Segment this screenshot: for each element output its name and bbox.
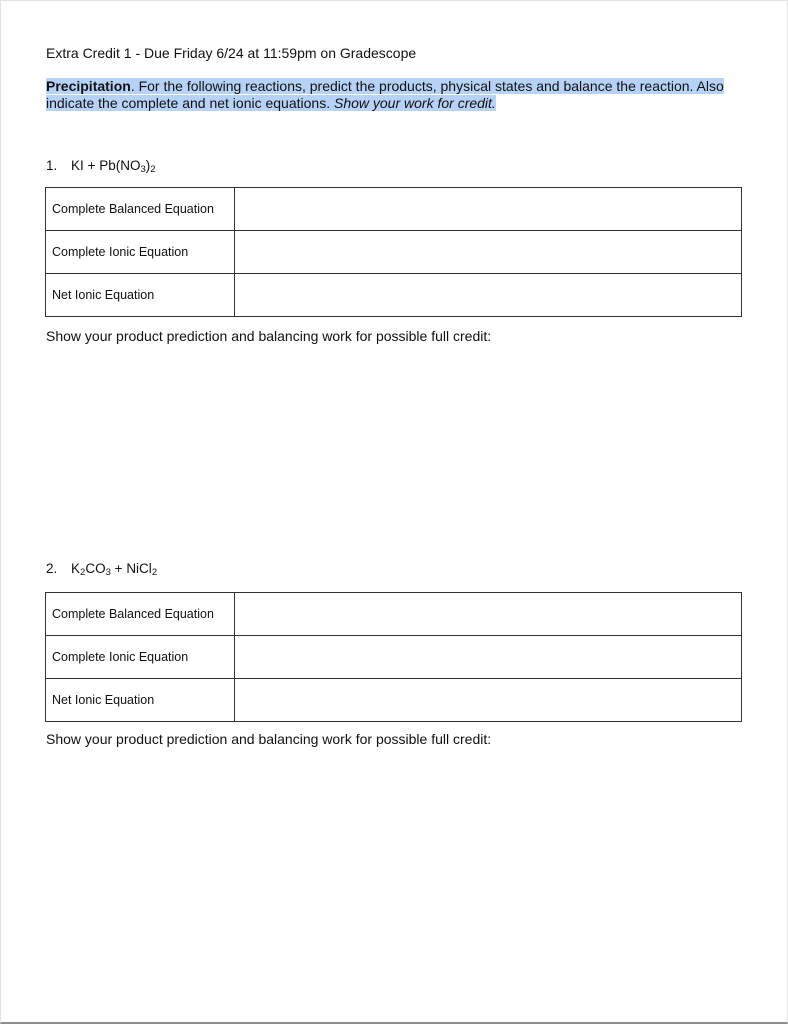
row-label: Complete Ionic Equation <box>46 636 235 679</box>
instructions-paragraph <box>46 78 746 111</box>
work-prompt-1: Show your product prediction and balancing work for possible full credit: <box>46 328 492 344</box>
answer-cell-net-ionic[interactable] <box>235 274 742 317</box>
row-label: Complete Balanced Equation <box>46 593 235 636</box>
reactant-a: $K_2CO_3$ <box>71 561 111 578</box>
reactant-a: KI <box>71 158 84 173</box>
answer-cell-balanced[interactable] <box>235 188 742 231</box>
instructions-heading: Precipitation <box>46 78 131 94</box>
reactant-b: NiCl$_2$ <box>126 561 158 578</box>
table-row <box>46 636 742 679</box>
question-2-answer-table <box>45 592 742 722</box>
question-1-answer-table <box>45 187 742 317</box>
table-row <box>46 274 742 317</box>
table-row <box>46 231 742 274</box>
row-label: Net Ionic Equation <box>46 274 235 317</box>
answer-cell-complete-ionic[interactable] <box>235 636 742 679</box>
plus-sign: + <box>114 561 123 576</box>
table-row <box>46 593 742 636</box>
answer-cell-complete-ionic[interactable] <box>235 231 742 274</box>
question-1-reaction <box>46 158 156 173</box>
row-label: Net Ionic Equation <box>46 679 235 722</box>
work-prompt-2: Show your product prediction and balancing work for possible full credit: <box>46 731 492 747</box>
instructions-emphasis: Show your work for credit. <box>333 94 496 111</box>
instructions-body: . For the following reactions, predict the products, physical states and balance the reaction. Also indicate the complete and net ionic equations. <box>46 78 724 111</box>
table-row <box>46 188 742 231</box>
question-number: 2. <box>46 561 58 576</box>
reactant-b: $Pb(NO_3)_2$ <box>99 158 156 175</box>
answer-cell-net-ionic[interactable] <box>235 679 742 722</box>
answer-cell-balanced[interactable] <box>235 593 742 636</box>
plus-sign: + <box>87 158 96 173</box>
table-row <box>46 679 742 722</box>
assignment-title: Extra Credit 1 - Due Friday 6/24 at 11:59pm on Gradescope <box>46 45 417 61</box>
row-label: Complete Balanced Equation <box>46 188 235 231</box>
question-number: 1. <box>46 158 58 173</box>
row-label: Complete Ionic Equation <box>46 231 235 274</box>
question-2-reaction <box>46 561 157 576</box>
